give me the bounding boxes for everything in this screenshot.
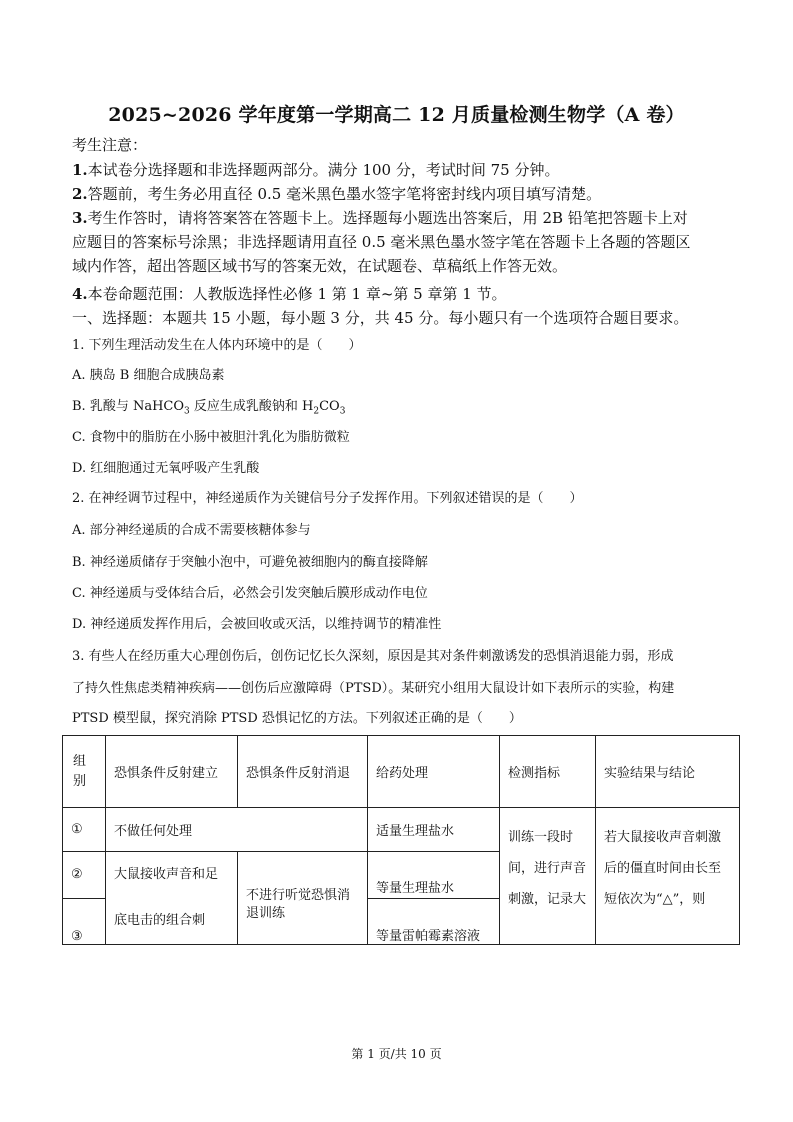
q1-option-a: A. 胰岛 B 细胞合成胰岛素 — [72, 368, 225, 383]
notice-item-text: 本卷命题范围：人教版选择性必修 1 第 1 章~第 5 章第 1 节。 — [87, 285, 507, 303]
header-group — [63, 736, 106, 808]
cell-group-id: ① — [63, 808, 106, 852]
cell-result-line: 若大鼠接收声音刺激 — [604, 830, 722, 845]
notice-item-num: 4. — [72, 285, 88, 303]
cell-detect-line: 训练一段时 — [508, 830, 574, 845]
q2-option-a: A. 部分神经递质的合成不需要核糖体参与 — [72, 523, 311, 538]
notice-item-num: 2. — [72, 185, 88, 203]
section-heading: 一、选择题：本题共 15 小题，每小题 3 分，共 45 分。每小题只有一个选项符合题目要求。 — [72, 309, 689, 327]
q3-stem-line-2: 了持久性焦虑类精神疾病——创伤后应激障碍（PTSD）。某研究小组用大鼠设计如下表所示的实验，构建 — [72, 681, 675, 696]
subscript: 2 — [313, 406, 320, 417]
q2-option-b: B. 神经递质储存于突触小泡中，可避免被细胞内的酶直接降解 — [72, 555, 428, 570]
page-title: 2025~2026 学年度第一学期高二 12 月质量检测生物学（A 卷） — [108, 104, 685, 126]
header-group-line: 别 — [73, 773, 87, 789]
notice-item-text: 应题目的答案标号涂黑；非选择题请用直径 0.5 毫米黑色墨水签字笔在答题卡上各题的答题区 — [72, 233, 691, 251]
cell-result-line: 后的僵直时间由长至 — [604, 861, 722, 876]
notice-item-num: 1. — [72, 161, 88, 179]
page-footer: 第 1 页/共 10 页 — [351, 1047, 442, 1061]
cell-no-extinction: 不进行听觉恐惧消退训练 — [238, 852, 368, 945]
notice-item-1 — [72, 158, 732, 182]
notice-item-4 — [72, 282, 732, 306]
cell-detect-line: 间，进行声音 — [508, 861, 587, 876]
q2-option-d: D. 神经递质发挥作用后，会被回收或灭活，以维持调节的精准性 — [72, 617, 442, 632]
q1-option-c: C. 食物中的脂肪在小肠中被胆汁乳化为脂肪微粒 — [72, 430, 350, 445]
notice-heading: 考生注意： — [72, 136, 148, 154]
cell-group-id: ② — [63, 852, 106, 899]
cell-result — [596, 808, 740, 945]
notice-item-text: 本试卷分选择题和非选择题两部分。满分 100 分，考试时间 75 分钟。 — [87, 161, 560, 179]
q3-stem-line-3: PTSD 模型鼠，探究消除 PTSD 恐惧记忆的方法。下列叙述正确的是（ ） — [72, 711, 522, 726]
notice-item-text: 考生作答时，请将答案答在答题卡上。选择题每小题选出答案后，用 2B 铅笔把答题卡上对 — [87, 209, 688, 227]
cell-build-line: 底电击的组合刺 — [114, 913, 206, 928]
q1-stem: 1. 下列生理活动发生在人体内环境中的是（ ） — [72, 338, 362, 353]
notice-item-3-cont — [72, 230, 732, 254]
cell-no-treatment: 不做任何处理 — [106, 808, 368, 852]
cell-detect — [500, 808, 596, 945]
q3-stem-line-1: 3. 有些人在经历重大心理创伤后，创伤记忆长久深刻，原因是其对条件刺激诱发的恐惧消退能力弱，形成 — [72, 649, 674, 664]
notice-item-text: 答题前，考生务必用直径 0.5 毫米黑色墨水签字笔将密封线内项目填写清楚。 — [87, 185, 602, 203]
notice-item-2 — [72, 182, 732, 206]
q1-b-text: B. 乳酸与 NaHCO — [72, 399, 185, 414]
experiment-table — [62, 735, 740, 945]
header-group-line: 组 — [73, 753, 87, 769]
cell-result-line: 短依次为“△”，则 — [604, 892, 706, 907]
cell-fear-build — [106, 852, 238, 945]
header-fear-build: 恐惧条件反射建立 — [106, 736, 238, 808]
q1-option-b — [72, 398, 732, 421]
cell-drug: 等量雷帕霉素溶液 — [368, 898, 500, 945]
cell-detect-line: 刺激，记录大 — [508, 892, 587, 907]
subscript: 3 — [184, 406, 190, 417]
notice-item-text: 域内作答，超出答题区域书写的答案无效，在试题卷、草稿纸上作答无效。 — [72, 257, 568, 275]
cell-drug: 适量生理盐水 — [368, 808, 500, 852]
header-detect: 检测指标 — [500, 736, 596, 808]
q2-option-c: C. 神经递质与受体结合后，必然会引发突触后膜形成动作电位 — [72, 586, 428, 601]
cell-drug: 等量生理盐水 — [368, 852, 500, 899]
notice-item-3-cont2 — [72, 254, 732, 278]
header-result: 实验结果与结论 — [596, 736, 740, 808]
q1-option-d: D. 红细胞通过无氧呼吸产生乳酸 — [72, 461, 260, 476]
header-drug: 给药处理 — [368, 736, 500, 808]
cell-build-line: 大鼠接收声音和足 — [114, 867, 219, 882]
cell-group-id: ③ — [63, 898, 106, 945]
q2-stem: 2. 在神经调节过程中，神经递质作为关键信号分子发挥作用。下列叙述错误的是（ ） — [72, 491, 583, 506]
q1-b-text: CO — [319, 399, 340, 414]
table-row — [63, 808, 740, 852]
notice-item-num: 3. — [72, 209, 88, 227]
table-header-row — [63, 736, 740, 808]
header-fear-extinction: 恐惧条件反射消退 — [238, 736, 368, 808]
q1-b-text: 反应生成乳酸钠和 H — [189, 399, 314, 414]
notice-item-3 — [72, 206, 732, 230]
subscript: 3 — [339, 406, 346, 417]
